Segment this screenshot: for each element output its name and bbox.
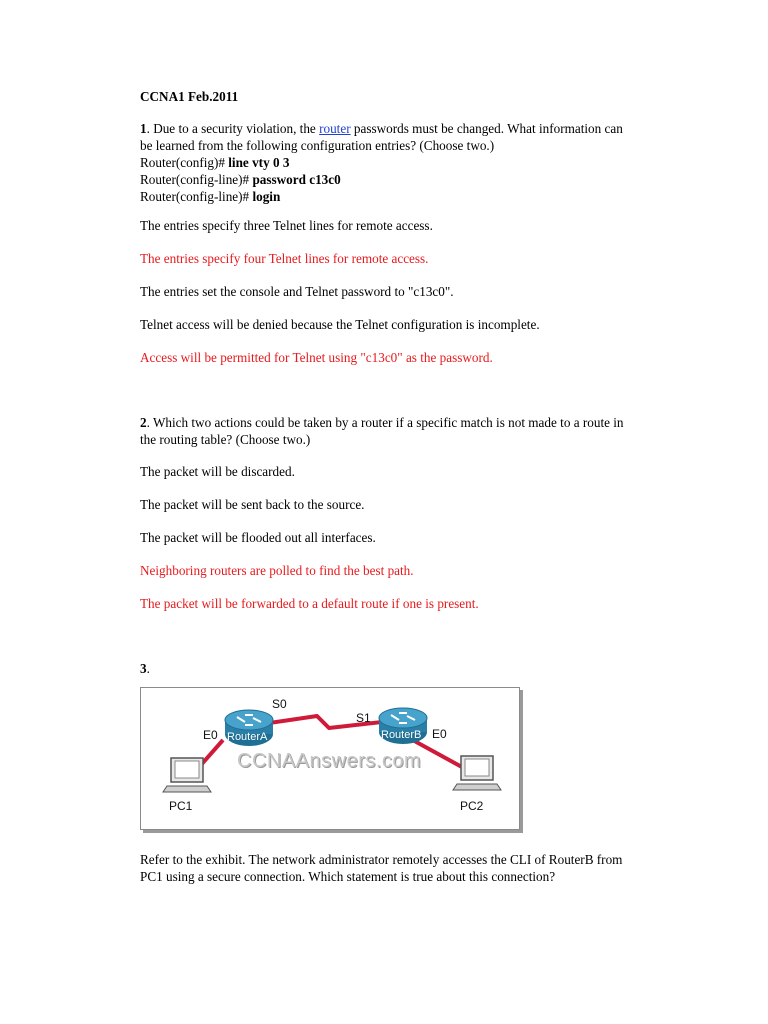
question-1 <box>140 120 630 205</box>
answer-option: The entries set the console and Telnet password to "c13c0". <box>140 284 454 299</box>
label-router-a: RouterA <box>227 731 268 743</box>
document-title: CCNA1 Feb.2011 <box>140 89 239 104</box>
answer-option: The entries specify three Telnet lines for remote access. <box>140 218 433 233</box>
answer-option: The packet will be sent back to the source. <box>140 497 365 512</box>
question-2-text: 2. Which two actions could be taken by a router if a specific match is not made to a route in the routing table? (Choose two.) <box>140 415 624 447</box>
question-3-text: Refer to the exhibit. The network administrator remotely accesses the CLI of RouterB from PC1 using a secure connection. Which statement is true about this connection? <box>140 852 623 884</box>
label-e0-right: E0 <box>432 727 447 741</box>
question-1-text: 1. Due to a security violation, the router passwords must be changed. What information can be learned from the following configuration entries? (Choose two.) <box>140 121 623 153</box>
label-s1: S1 <box>356 711 371 725</box>
config-line-1: Router(config)# line vty 0 3 <box>140 155 290 170</box>
answer-option-correct: Neighboring routers are polled to find the best path. <box>140 563 414 578</box>
answer-option-correct: The packet will be forwarded to a default route if one is present. <box>140 596 479 611</box>
question-number: 2 <box>140 415 147 430</box>
label-pc2: PC2 <box>460 799 484 813</box>
answer-option: The packet will be flooded out all interfaces. <box>140 530 376 545</box>
watermark: CCNAAnswers.com <box>237 750 422 772</box>
question-3-number: 3. <box>140 661 150 676</box>
config-line-3: Router(config-line)# login <box>140 189 281 204</box>
label-s0: S0 <box>272 697 287 711</box>
answer-option-correct: Access will be permitted for Telnet using "c13c0" as the password. <box>140 350 493 365</box>
answer-option: Telnet access will be denied because the Telnet configuration is incomplete. <box>140 317 540 332</box>
network-exhibit <box>140 687 520 830</box>
label-e0-left: E0 <box>203 728 218 742</box>
answer-option: The packet will be discarded. <box>140 464 295 479</box>
label-pc1: PC1 <box>169 799 193 813</box>
question-number: 1 <box>140 121 147 136</box>
label-router-b: RouterB <box>381 729 422 741</box>
router-link[interactable]: router <box>319 121 351 136</box>
answer-option-correct: The entries specify four Telnet lines for remote access. <box>140 251 429 266</box>
config-line-2: Router(config-line)# password c13c0 <box>140 172 341 187</box>
pc2-icon <box>453 756 501 790</box>
